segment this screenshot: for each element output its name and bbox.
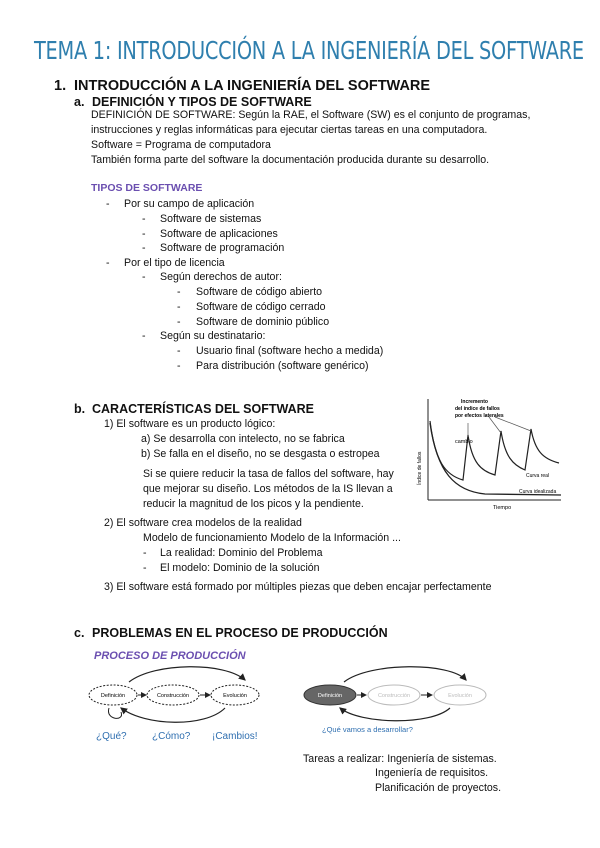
graph-ideal-label: Curva idealizada <box>519 489 557 495</box>
node-label: Construcción <box>156 693 190 699</box>
node-label: Definición <box>317 693 343 699</box>
bullet-dash: - <box>142 271 146 283</box>
point-2-text: Modelo de funcionamiento Modelo de la Información ... <box>143 532 401 544</box>
process-title: PROCESO DE PRODUCCIÓN <box>94 650 246 662</box>
point-2-item: La realidad: Dominio del Problema <box>160 547 323 559</box>
point-1a: a) Se desarrolla con intelecto, no se fabrica <box>141 433 345 445</box>
process-diagram-right <box>300 664 500 724</box>
definition-line-3: Software = Programa de computadora <box>91 139 271 151</box>
graph-change-label: cambio <box>455 439 473 445</box>
page-title: TEMA 1: INTRODUCCIÓN A LA INGENIERÍA DEL SOFTWARE <box>34 36 584 65</box>
graph-real-label: Curva real <box>526 473 550 479</box>
point-3: 3) El software está formado por múltiples piezas que deben encajar perfectamente <box>104 581 492 593</box>
bullet-dash: - <box>142 228 146 240</box>
bullet-dash: - <box>177 316 181 328</box>
bullet-dash: - <box>142 242 146 254</box>
copyright-item: Software de código cerrado <box>196 301 326 313</box>
task-item: Planificación de proyectos. <box>375 782 502 794</box>
node-label: Definición <box>100 693 126 699</box>
recipient-item: Usuario final (software hecho a medida) <box>196 345 384 357</box>
point-1b: b) Se falla en el diseño, no se desgasta o estropea <box>141 448 380 460</box>
point-2: 2) El software crea modelos de la realidad <box>104 517 302 529</box>
y-axis-label: Índice de fallos <box>417 451 423 485</box>
bullet-dash: - <box>143 562 147 574</box>
field-item: Software de programación <box>160 242 285 254</box>
section-heading: INTRODUCCIÓN A LA INGENIERÍA DEL SOFTWARE <box>74 78 431 94</box>
point-1: 1) El software es un producto lógico: <box>104 418 276 430</box>
right-caption: ¿Qué vamos a desarrollar? <box>322 725 413 734</box>
subsection-b-label: b. <box>74 402 86 416</box>
subsection-a-heading: DEFINICIÓN Y TIPOS DE SOFTWARE <box>92 95 312 109</box>
node-label: Evolución <box>448 693 472 699</box>
definition-line-1: DEFINICIÓN DE SOFTWARE: Según la RAE, el Software (SW) es el conjunto de programas, <box>91 109 531 121</box>
bullet-dash: - <box>106 257 110 269</box>
x-axis-label: Tiempo <box>493 505 512 511</box>
graph-annotation: Incremento <box>461 399 488 405</box>
by-field-label: Por su campo de aplicación <box>124 198 255 210</box>
definition-line-2: instrucciones y reglas informáticas para ejecutar ciertas tareas en una computadora. <box>91 124 488 136</box>
note-line: Si se quiere reducir la tasa de fallos del software, hay <box>143 468 394 480</box>
changes-label: ¡Cambios! <box>212 731 258 742</box>
bullet-dash: - <box>142 330 146 342</box>
bullet-dash: - <box>177 345 181 357</box>
recipient-item: Para distribución (software genérico) <box>196 360 369 372</box>
failure-rate-graph <box>415 393 565 513</box>
copyright-label: Según derechos de autor: <box>160 271 282 283</box>
bullet-dash: - <box>106 198 110 210</box>
question-how: ¿Cómo? <box>152 731 191 742</box>
definition-line-4: También forma parte del software la documentación producida durante su desarrollo. <box>91 154 490 166</box>
field-item: Software de aplicaciones <box>160 228 278 240</box>
section-number: 1. <box>54 78 67 94</box>
subsection-a-label: a. <box>74 95 85 109</box>
node-label: Construcción <box>377 693 411 699</box>
bullet-dash: - <box>142 213 146 225</box>
subsection-c-heading: PROBLEMAS EN EL PROCESO DE PRODUCCIÓN <box>92 626 388 640</box>
bullet-dash: - <box>177 301 181 313</box>
task-item: Ingeniería de requisitos. <box>375 767 489 779</box>
copyright-item: Software de dominio público <box>196 316 330 328</box>
note-line: reducir la magnitud de los picos y la pendiente. <box>143 498 364 510</box>
bullet-dash: - <box>177 286 181 298</box>
copyright-item: Software de código abierto <box>196 286 323 298</box>
bullet-dash: - <box>143 547 147 559</box>
tasks-label: Tareas a realizar: Ingeniería de sistemas. <box>303 753 497 765</box>
recipient-label: Según su destinatario: <box>160 330 266 342</box>
question-what: ¿Qué? <box>96 731 127 742</box>
point-2-item: El modelo: Dominio de la solución <box>160 562 320 574</box>
subsection-c-label: c. <box>74 626 85 640</box>
graph-annotation: por efectos laterales <box>455 413 504 419</box>
field-item: Software de sistemas <box>160 213 262 225</box>
by-license-label: Por el tipo de licencia <box>124 257 225 269</box>
types-title: TIPOS DE SOFTWARE <box>91 182 203 194</box>
bullet-dash: - <box>177 360 181 372</box>
graph-annotation: del índice de fallos <box>455 406 500 412</box>
subsection-b-heading: CARACTERÍSTICAS DEL SOFTWARE <box>92 402 314 416</box>
process-diagram-left <box>85 664 275 726</box>
node-label: Evolución <box>223 693 247 699</box>
note-line: que mejorar su diseño. Los métodos de la IS llevan a <box>143 483 393 495</box>
